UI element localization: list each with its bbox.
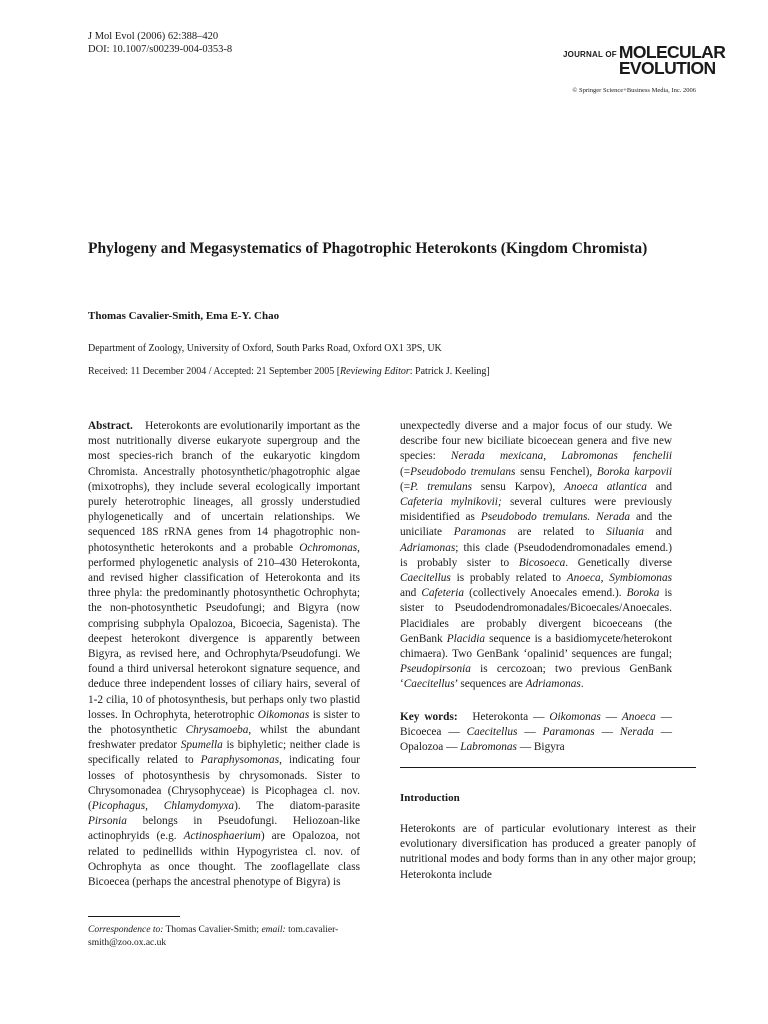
abstract-text: ’ sequences are <box>454 678 526 691</box>
copyright-notice: © Springer Science+Business Media, Inc. 2006 <box>572 87 696 94</box>
correspondence-email: tom.cavalier-smith@zoo.ox.ac.uk <box>88 925 339 948</box>
abstract-text: , whilst the abundant freshwater predator <box>88 724 360 752</box>
footnote-rule <box>88 916 180 917</box>
correspondence-name: Thomas Cavalier-Smith; <box>163 925 262 935</box>
keyword-text: — <box>594 725 620 738</box>
journal-citation: J Mol Evol (2006) 62:388–420 <box>88 31 219 42</box>
logo-journal-of: JOURNAL OF <box>563 50 617 59</box>
taxon-name: Picophagus, Chlamydomyxa <box>91 800 235 813</box>
abstract-text: belongs in Pseudofungi. Heliozoan-like actinophryids (e.g. <box>88 815 360 843</box>
abstract-text: unexpectedly diverse and a major focus of our study. We describe four new biciliate bicoecean genera and five new species: <box>400 420 672 463</box>
email-label: email: <box>261 925 286 935</box>
taxon-name: Pseudobodo tremulans. Nerada <box>480 511 631 524</box>
keyword-text: — Bigyra <box>516 741 565 754</box>
abstract-text: (= <box>400 465 411 478</box>
abstract-text: and the uniciliate <box>400 511 673 539</box>
abstract-text: and <box>646 480 672 493</box>
logo-line-evolution: EVOLUTION <box>618 58 716 78</box>
keyword-text: Heterokonta — <box>472 710 550 723</box>
taxon-name: Siluania <box>606 526 644 539</box>
article-title: Phylogeny and Megasystematics of Phagotrophic Heterokonts (Kingdom Chromista) <box>88 240 648 257</box>
keyword-taxon: Caecitellus <box>466 725 518 738</box>
affiliation: Department of Zoology, University of Oxford, South Parks Road, Oxford OX1 3PS, UK <box>88 343 442 354</box>
abstract-text: is biphyletic; neither clade is specifically related to <box>88 739 360 767</box>
taxon-name: Placidia <box>446 632 486 645</box>
abstract-column-left <box>88 419 360 890</box>
abstract-text: is probably related to <box>450 572 567 585</box>
keywords <box>400 710 672 756</box>
journal-logo <box>563 44 725 76</box>
received-dates <box>88 366 490 377</box>
taxon-name: Pseudobodo tremulans <box>410 465 516 478</box>
abstract-paragraph-part1 <box>88 419 360 890</box>
keyword-text: — Opalozoa — <box>400 725 673 754</box>
received-suffix: : Patrick J. Keeling] <box>409 366 490 377</box>
abstract-text: (collectively Anoecales emend.). <box>464 587 627 600</box>
taxon-name: Bicosoeca <box>518 556 566 569</box>
abstract-text: is cercozoan; two previous GenBank ‘ <box>400 663 672 691</box>
introduction-body <box>400 822 696 883</box>
keyword-taxon: Oikomonas <box>549 710 601 723</box>
abstract-text: . <box>580 678 584 691</box>
keyword-spacer <box>458 711 473 723</box>
abstract-text: ). The diatom-parasite <box>234 800 361 813</box>
taxon-name: Ochromonas <box>299 541 358 554</box>
abstract-text: . Genetically diverse <box>565 556 672 569</box>
taxon-name: Pirsonia <box>88 815 127 828</box>
keyword-taxon: Paramonas <box>542 725 595 738</box>
abstract-text: ; this clade (Pseudodendromonadales emend.) is probably sister to <box>400 541 672 569</box>
correspondence-label: Correspondence to: <box>88 925 164 935</box>
correspondence-footnote <box>88 924 382 949</box>
taxon-name: Boroka <box>626 587 660 600</box>
keyword-text: — Bicoecea — <box>400 710 672 738</box>
taxon-name: Anoeca atlantica <box>564 480 647 493</box>
abstract-column-right <box>400 419 672 755</box>
taxon-name: Chrysamoeba <box>185 724 249 737</box>
taxon-name: Spumella <box>180 739 223 752</box>
logo-wordmark <box>619 44 725 76</box>
abstract-text: sensu Karpov), <box>472 480 565 493</box>
abstract-text: and <box>643 526 672 539</box>
taxon-name: Anoeca, Symbiomonas <box>566 572 672 585</box>
taxon-name: Cafeteria mylnikovii; <box>400 496 502 509</box>
received-prefix: Received: 11 December 2004 / Accepted: 21 September 2005 [ <box>88 366 341 377</box>
taxon-name: Actinosphaerium <box>183 830 261 843</box>
taxon-name: Cafeteria <box>421 587 465 600</box>
taxon-name: Oikomonas <box>257 708 310 721</box>
abstract-text: ) are Opalozoa, not related to pedinellids within Hypogyristea cl. nov. of Ochrophyta as once thought. The zooflagellate class Bicoecea (perhaps the ancestral phenotype of Bigyra) is <box>88 830 360 889</box>
abstract-text: several cultures were previously misidentified as <box>400 496 673 524</box>
introduction-heading: Introduction <box>400 792 460 804</box>
abstract-text: sensu Fenchel), <box>515 465 597 478</box>
abstract-paragraph-part2 <box>400 419 672 693</box>
keyword-taxon: Anoeca <box>621 710 656 723</box>
keywords-label: Key words: <box>400 710 458 723</box>
citation-block <box>88 31 232 56</box>
section-divider <box>400 767 696 768</box>
taxon-name: Adriamonas <box>400 541 456 554</box>
taxon-name: Adriamonas <box>525 678 581 691</box>
taxon-name: Caecitellus <box>403 678 455 691</box>
abstract-label: Abstract. <box>88 420 133 432</box>
taxon-name: Pseudopirsonia <box>400 663 471 676</box>
taxon-name: Paraphysomonas <box>200 754 280 767</box>
abstract-text: and <box>400 587 422 600</box>
taxon-name: P. tremulans <box>410 480 472 493</box>
abstract-text: (= <box>400 480 411 493</box>
keyword-taxon: Nerada <box>619 725 654 738</box>
taxon-name: Paramonas <box>453 526 506 539</box>
keyword-text: — <box>517 725 543 738</box>
taxon-name: Boroka karpovii <box>596 465 672 478</box>
keyword-taxon: Labromonas <box>460 741 517 754</box>
introduction-paragraph: Heterokonts are of particular evolutionary interest as their evolutionary diversification has produced a greater panoply of nutritional modes and body forms than in any other major group; Heterokonta include <box>400 823 696 881</box>
abstract-text: is sister to the photosynthetic <box>88 708 360 737</box>
author-list: Thomas Cavalier-Smith, Ema E-Y. Chao <box>88 310 280 322</box>
taxon-name: Caecitellus <box>400 572 451 585</box>
taxon-name: Nerada mexicana, Labromonas fenchelii <box>450 450 672 463</box>
abstract-text: , indicating four losses of photosynthesis by chrysomonads. Sister to Chrysomonadea (Chrysophyceae) is Picophagea cl. nov. ( <box>88 754 360 813</box>
logo-line-molecular: MOLECULAR <box>618 42 726 62</box>
reviewing-editor-label: Reviewing Editor <box>340 366 410 377</box>
doi: DOI: 10.1007/s00239-004-0353-8 <box>88 43 233 55</box>
abstract-text: are related to <box>505 526 607 539</box>
abstract-text: Heterokonts are evolutionarily important as the most nutritionally diverse eukaryote supergroup and the most species-rich branch of the eukaryotic kingdom Chromista. Ancestrally photosynthetic/phagotrophic algae (mixotrophs), they include several ecologically important purely heterotrophic lineages, all grossly understudied phylogenetically and of uncertain relationships. We sequenced 18S rRNA genes from 14 phagotrophic non-photosynthetic heterokonts and a probable <box>88 420 361 554</box>
abstract-text: is sister to Pseudodendromonadales/Bicoecales/Anoecales. Placidiales are probably divergent bicoeceans (the GenBank <box>400 587 673 645</box>
abstract-text: , performed phylogenetic analysis of 210–430 Heterokonta, and revised higher classification of Heterokonta and its three phyla: the predominantly photosynthetic Ochrophyta; the non-photosynthetic Pseudofungi; and Bigyra (now comprising subphyla Opalozoa, Bicoecia, Sagenista). The deepest heterokont divergence is apparently between Bigyra, as revised here, and Ochrophyta/Pseudofungi. We found a third universal heterokont signature sequence, and deduce three independent losses of ciliary hairs, several of 1-2 cilia, 10 of photosynthesis, but perhaps only two plastid losses. In Ochrophyta, heterotrophic <box>88 541 360 721</box>
abstract-text: sequence is a basidiomycete/heterokont chimaera). Two GenBank ‘opalinid’ sequences are fungal; <box>400 632 672 661</box>
keyword-text: — <box>600 710 622 723</box>
